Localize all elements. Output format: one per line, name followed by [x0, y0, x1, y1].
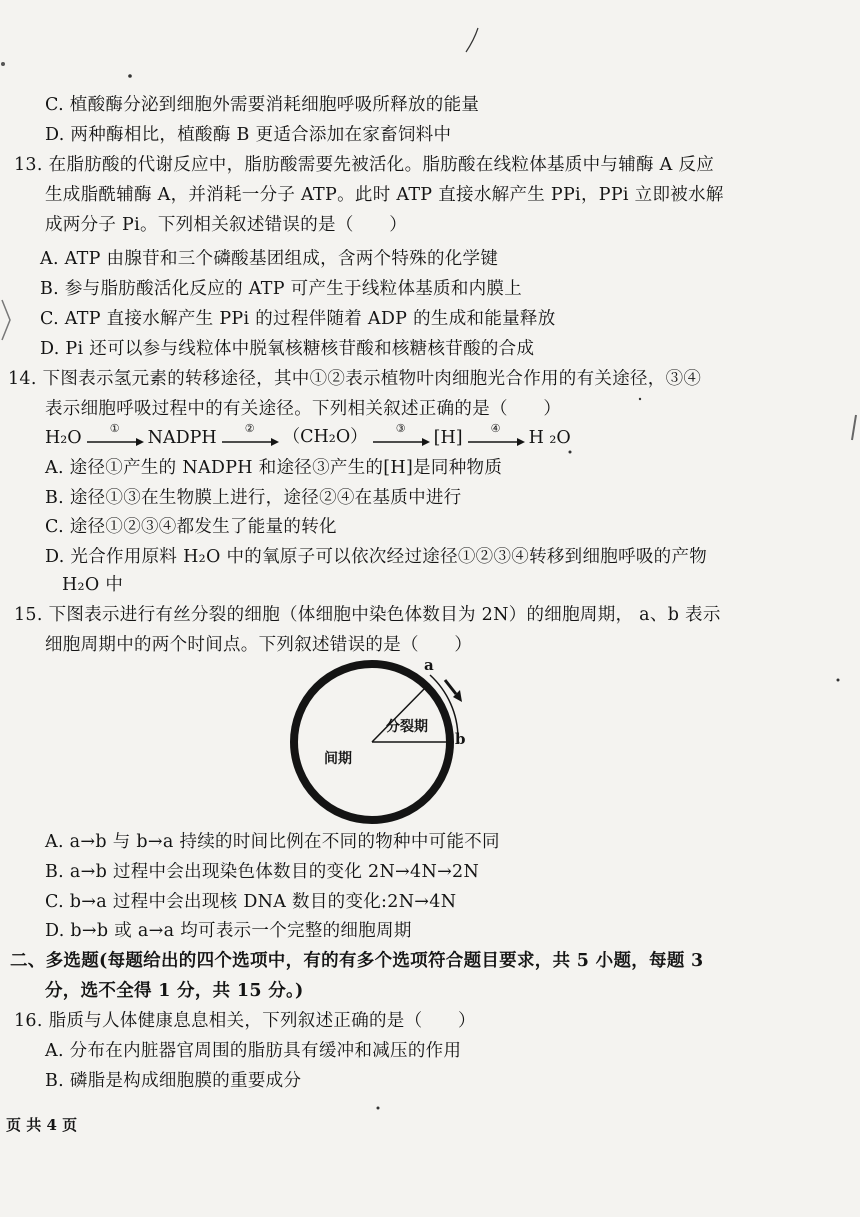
pathway-arrow-1 [86, 422, 144, 448]
q15-stem-line1: 15. 下图表示进行有丝分裂的细胞（体细胞中染色体数目为 2N）的细胞周期， a、b 表示 [14, 605, 721, 625]
q13-option-b: B. 参与脂肪酸活化反应的 ATP 可产生于线粒体基质和内膜上 [40, 279, 523, 299]
pathway-arrow-2 [221, 422, 279, 448]
q15-option-d: D. b→b 或 a→a 均可表示一个完整的细胞周期 [45, 921, 412, 941]
q14-option-a: A. 途径①产生的 NADPH 和途径③产生的[H]是同种物质 [45, 458, 503, 478]
pathway-step-1: ① [109, 422, 120, 435]
q14-option-d-line1: D. 光合作用原料 H₂O 中的氧原子可以依次经过途径①②③④转移到细胞呼吸的产物 [45, 547, 708, 567]
pathway-node-h2o-product: H ₂O [528, 428, 571, 448]
point-a-label: a [424, 656, 434, 674]
q16-option-b: B. 磷脂是构成细胞膜的重要成分 [45, 1071, 302, 1091]
point-b-label: b [455, 730, 466, 748]
pathway-node-nadph: NADPH [147, 428, 217, 448]
pathway-arrow-3 [372, 422, 430, 448]
q15-option-a: A. a→b 与 b→a 持续的时间比例在不同的物种中可能不同 [45, 832, 500, 852]
direction-arrow-shaft [445, 680, 456, 694]
q14-option-d-line2: H₂O 中 [62, 575, 124, 595]
q14-stem-line1: 14. 下图表示氢元素的转移途径，其中①②表示植物叶肉细胞光合作用的有关途径，③④ [8, 369, 702, 389]
section-2-heading-line2: 分，选不全得 1 分，共 15 分。) [45, 981, 304, 1001]
q16-stem: 16. 脂质与人体健康息息相关，下列叙述正确的是（ ） [14, 1011, 476, 1031]
pathway-node-ch2o: （CH₂O） [282, 427, 368, 447]
pathway-step-3: ③ [395, 422, 406, 435]
page-footer: 页 共 4 页 [6, 1116, 78, 1134]
q13-stem-line3: 成两分子 Pi。下列相关叙述错误的是（ ） [45, 215, 408, 235]
cell-cycle-graphic [280, 650, 500, 830]
pathway-step-4: ④ [490, 422, 501, 435]
pathway-arrow-4 [467, 422, 525, 448]
q16-option-a: A. 分布在内脏器官周围的脂肪具有缓冲和减压的作用 [45, 1041, 462, 1061]
q15-option-c: C. b→a 过程中会出现核 DNA 数目的变化:2N→4N [45, 892, 457, 912]
pathway-node-h: [H] [433, 428, 463, 448]
q13-option-c: C. ATP 直接水解产生 PPi 的过程伴随着 ADP 的生成和能量释放 [40, 309, 556, 329]
q15-option-b: B. a→b 过程中会出现染色体数目的变化 2N→4N→2N [45, 862, 480, 882]
q14-stem-line2: 表示细胞呼吸过程中的有关途径。下列相关叙述正确的是（ ） [45, 399, 562, 419]
q12-option-c: C. 植酸酶分泌到细胞外需要消耗细胞呼吸所释放的能量 [45, 95, 480, 115]
mitosis-label: 分裂期 [386, 719, 428, 735]
q13-option-d: D. Pi 还可以参与线粒体中脱氧核糖核苷酸和核糖核苷酸的合成 [40, 339, 535, 359]
q12-option-d: D. 两种酶相比，植酸酶 B 更适合添加在家畜饲料中 [45, 125, 452, 145]
pathway-node-h2o: H₂O [45, 428, 82, 448]
q13-stem-line2: 生成脂酰辅酶 A，并消耗一分子 ATP。此时 ATP 直接水解产生 PPi，PPi 立即被水解 [45, 185, 724, 205]
q14-option-c: C. 途径①②③④都发生了能量的转化 [45, 517, 337, 537]
interphase-label: 间期 [324, 751, 352, 767]
q15-stem-line2: 细胞周期中的两个时间点。下列叙述错误的是（ ） [45, 635, 473, 655]
q14-option-b: B. 途径①③在生物膜上进行，途径②④在基质中进行 [45, 488, 462, 508]
q13-stem-line1: 13. 在脂肪酸的代谢反应中，脂肪酸需要先被活化。脂肪酸在线粒体基质中与辅酶 A 反应 [14, 155, 715, 175]
cell-cycle-diagram [280, 650, 500, 830]
section-2-heading-line1: 二、多选题(每题给出的四个选项中，有的有多个选项符合题目要求，共 5 小题，每题 3 [10, 951, 704, 971]
q13-option-a: A. ATP 由腺苷和三个磷酸基团组成，含两个特殊的化学键 [40, 249, 499, 269]
hydrogen-transfer-pathway [45, 423, 571, 448]
pathway-step-2: ② [244, 422, 255, 435]
